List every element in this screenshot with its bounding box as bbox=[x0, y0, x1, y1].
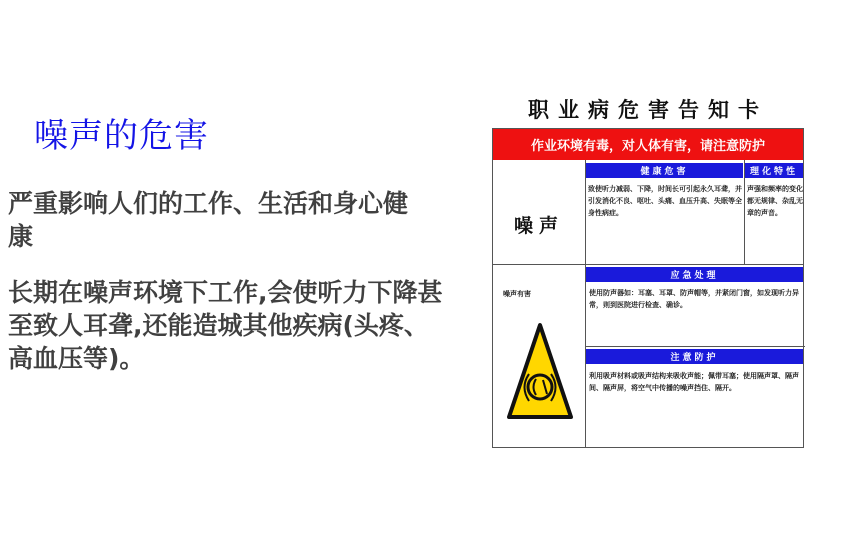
caution-header: 注意防护 bbox=[586, 349, 803, 364]
paragraph-long-term: 长期在噪声环境下工作,会使听力下降甚至致人耳聋,还能造城其他疾病(头疼、高血压等)。 bbox=[8, 278, 443, 373]
emergency-header: 应急处理 bbox=[586, 267, 803, 282]
divider bbox=[585, 160, 586, 265]
caution-text: 利用吸声材料或吸声结构来吸收声能；佩带耳塞；使用隔声罩、隔声间、隔声屏，将空气中传播的噪声挡住、隔开。 bbox=[589, 372, 799, 392]
card-title: 职业病危害告知卡 bbox=[528, 97, 768, 122]
health-hazard-text: 致使听力减弱、下降，时间长可引起永久耳聋，并引发消化不良、呕吐、头痛、血压升高、失眠等全身性病症。 bbox=[588, 185, 742, 217]
emergency-text: 使用防声器如：耳塞、耳罩、防声帽等，并紧闭门窗，如发现听力异常，则到医院进行检查、确诊。 bbox=[589, 289, 799, 309]
divider bbox=[493, 264, 803, 265]
slide-title: 噪声的危害 bbox=[34, 116, 209, 156]
noise-warning-icon bbox=[505, 317, 575, 427]
warning-banner: 作业环境有毒，对人体有害，请注意防护 bbox=[493, 129, 803, 160]
divider bbox=[585, 346, 805, 347]
paragraph-impact: 严重影响人们的工作、生活和身心健康 bbox=[8, 189, 409, 251]
divider bbox=[744, 160, 745, 265]
hazard-name: 噪声 bbox=[513, 214, 564, 237]
property-text: 声强和频率的变化都无规律、杂乱无章的声音。 bbox=[747, 185, 803, 217]
health-hazard-header: 健康危害 bbox=[586, 163, 743, 178]
sign-label: 噪声有害 bbox=[503, 290, 531, 298]
property-header: 理化特性 bbox=[745, 163, 803, 178]
hazard-notice-card bbox=[492, 128, 804, 448]
